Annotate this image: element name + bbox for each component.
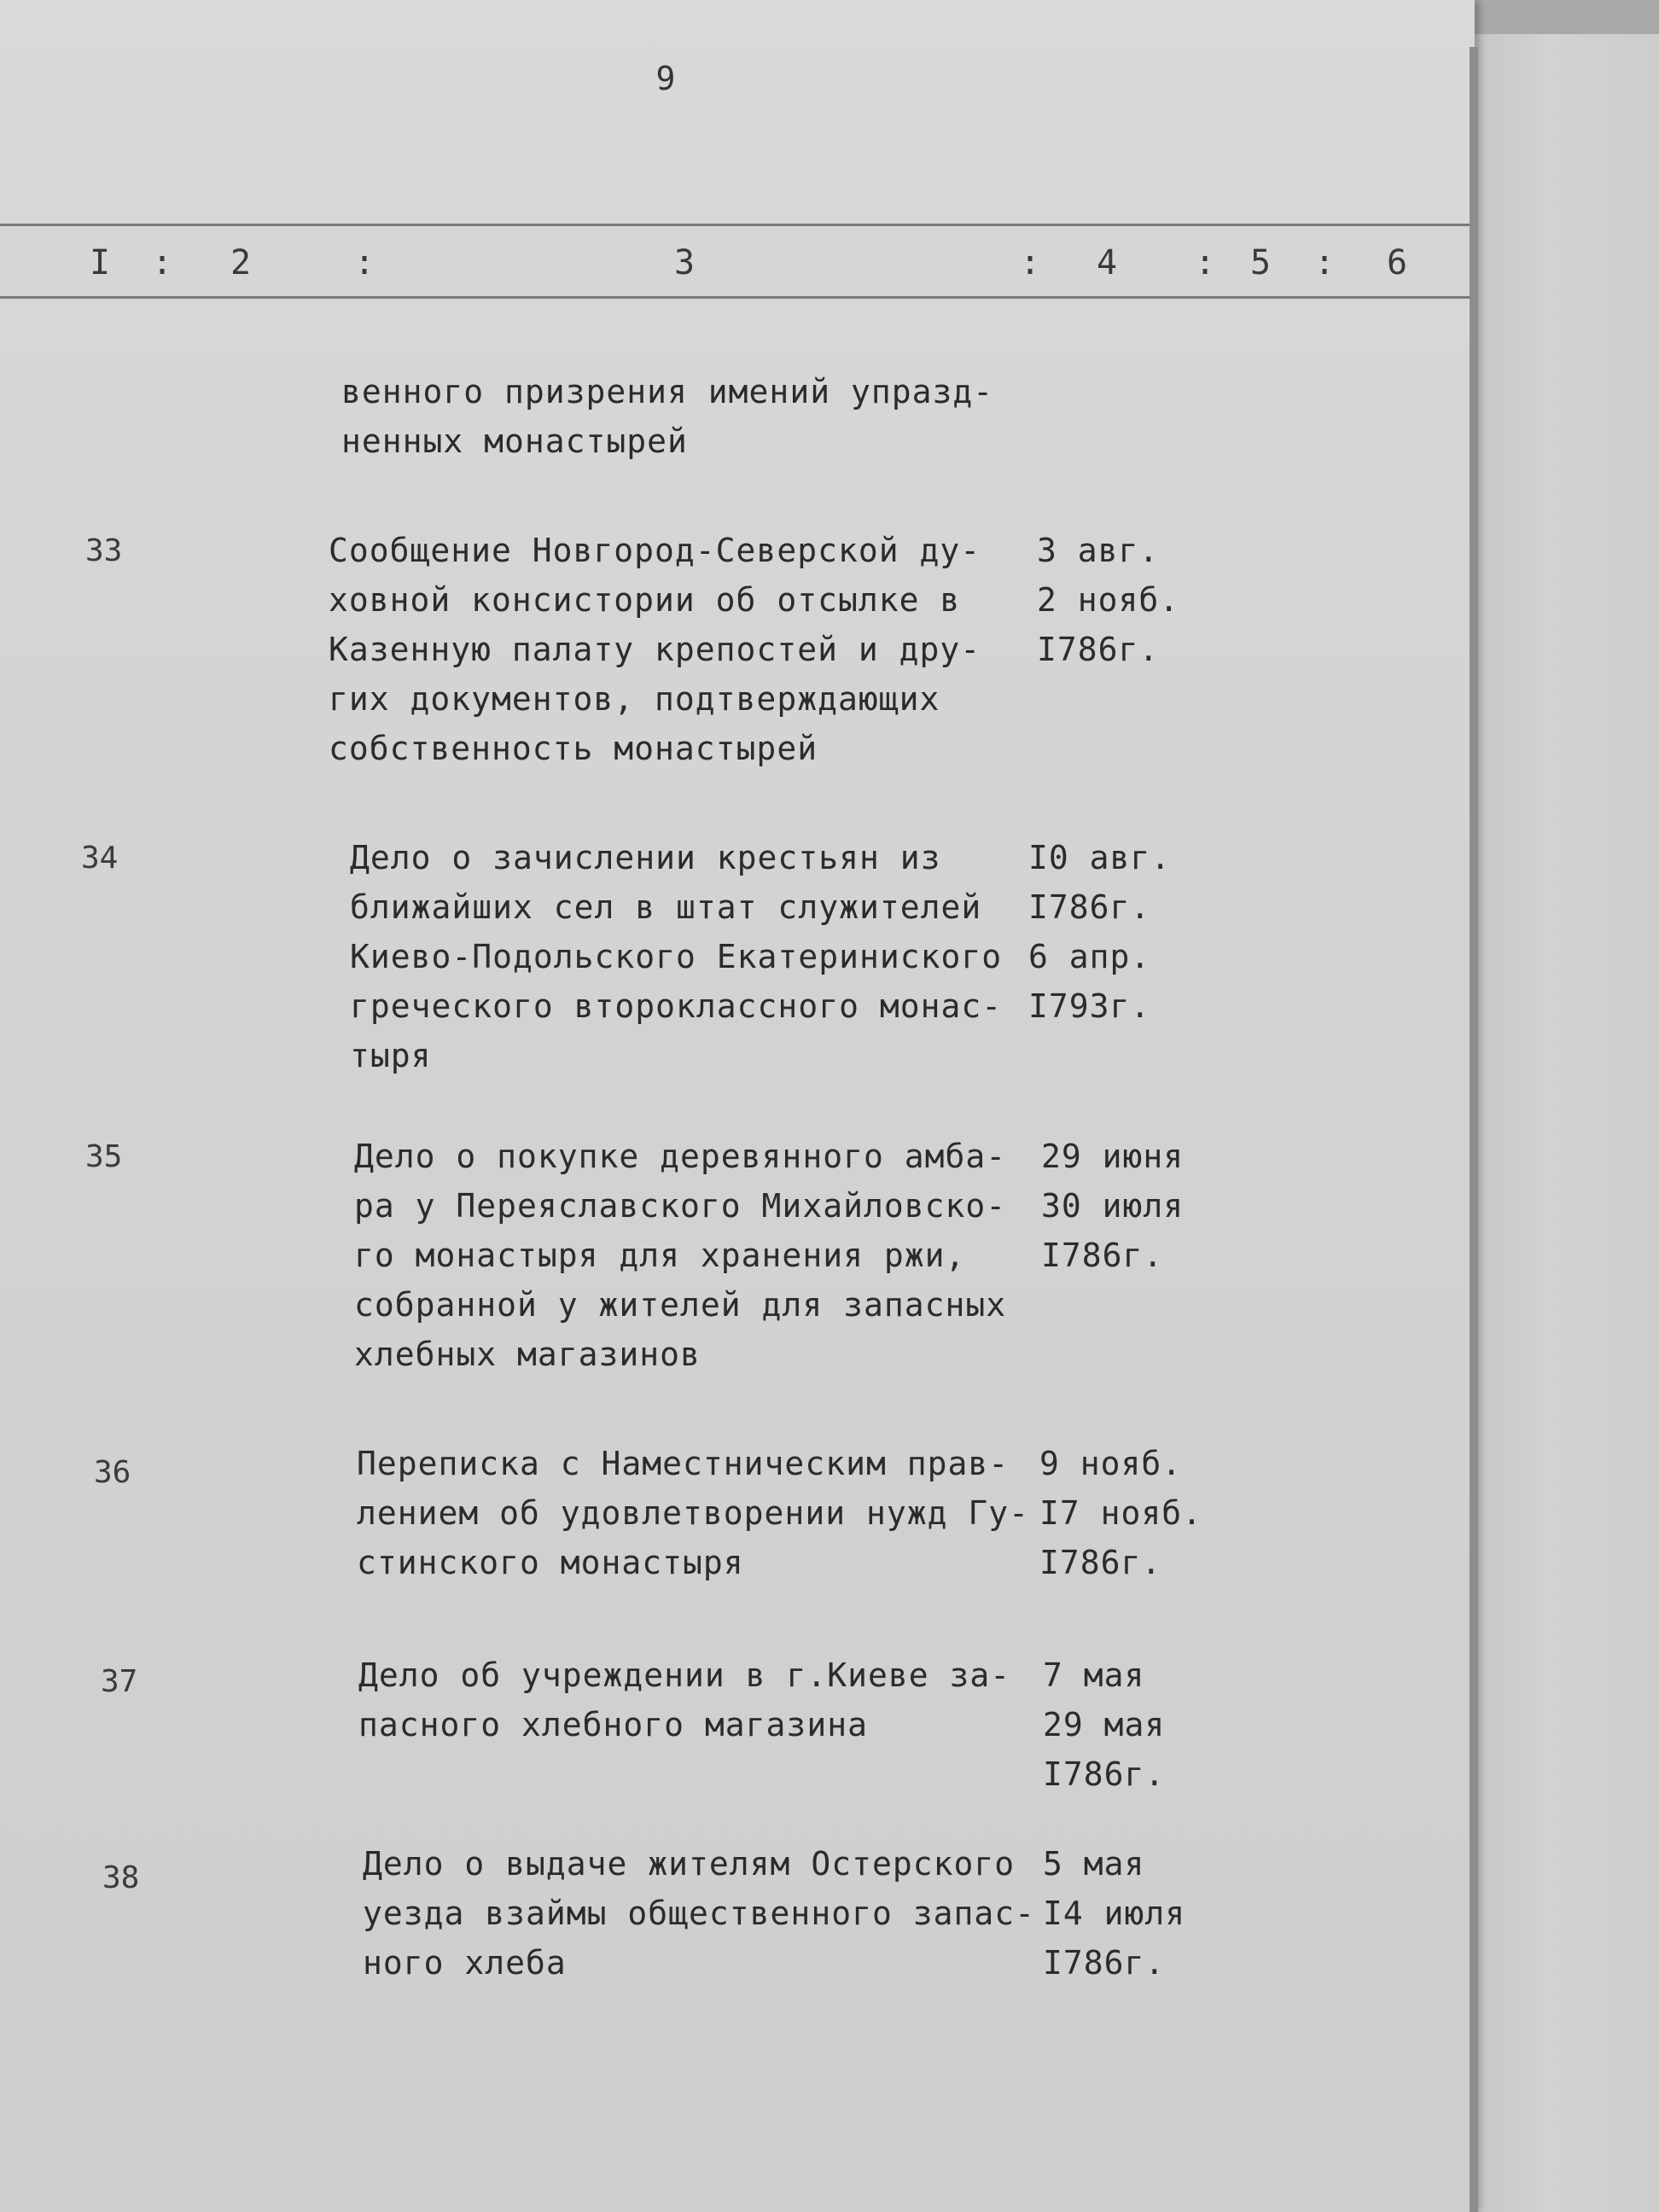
text-line: Дело о выдаче жителям Остерского xyxy=(363,1845,1016,1883)
date-line: 2 нояб. xyxy=(1037,581,1180,619)
entry-title xyxy=(329,526,981,773)
entry-number: 35 xyxy=(85,1139,123,1174)
entry-dates xyxy=(1043,1650,1165,1799)
text-line: Киево-Подольского Екатериниского xyxy=(350,938,1003,975)
date-line: 3 авг. xyxy=(1037,532,1160,569)
text-line: ненных монастырей xyxy=(341,422,688,460)
entry-title xyxy=(350,833,1002,1080)
date-line: 9 нояб. xyxy=(1039,1445,1183,1482)
page-number: 9 xyxy=(655,60,676,97)
text-line: Переписка с Наместническим прав- xyxy=(357,1445,1010,1482)
header-col-4: 4 xyxy=(1097,243,1118,282)
date-line: I786г. xyxy=(1028,888,1151,926)
text-line: Дело о покупке деревянного амба- xyxy=(354,1138,1007,1175)
date-line: 30 июля xyxy=(1041,1187,1185,1225)
date-line: I786г. xyxy=(1037,631,1160,668)
page-edge-shadow xyxy=(1470,47,1478,2212)
entry-number: 38 xyxy=(102,1860,140,1895)
text-line: ближайших сел в штат служителей xyxy=(350,888,982,926)
text-line: Казенную палату крепостей и дру- xyxy=(329,631,981,668)
entry-dates xyxy=(1039,1439,1202,1587)
header-col-6: 6 xyxy=(1387,243,1408,282)
header-col-1: I xyxy=(90,243,111,282)
entry-dates xyxy=(1037,526,1179,674)
date-line: I786г. xyxy=(1039,1544,1162,1581)
header-separator: : xyxy=(354,243,375,282)
text-line: гих документов, подтверждающих xyxy=(329,680,940,718)
text-line: Дело об учреждении в г.Киеве за- xyxy=(358,1656,1011,1694)
date-line: I786г. xyxy=(1041,1237,1164,1274)
entry-title xyxy=(357,1439,1029,1587)
text-line: Сообщение Новгород-Северской ду- xyxy=(329,532,981,569)
continuation-text xyxy=(341,367,993,466)
entry-number: 34 xyxy=(81,841,119,876)
column-header-row xyxy=(0,224,1475,299)
header-separator: : xyxy=(1020,243,1041,282)
entry-number: 37 xyxy=(101,1664,138,1699)
text-line: собственность монастырей xyxy=(329,730,818,767)
entry-dates xyxy=(1041,1132,1184,1280)
entry-dates xyxy=(1028,833,1171,1031)
entry-number: 33 xyxy=(85,533,123,568)
text-line: стинского монастыря xyxy=(357,1544,744,1581)
text-line: Дело о зачислении крестьян из xyxy=(350,839,941,876)
text-line: собранной у жителей для запасных xyxy=(354,1286,1007,1324)
entry-number: 36 xyxy=(94,1455,131,1490)
date-line: I4 июля xyxy=(1043,1895,1186,1932)
entry-title xyxy=(354,1132,1006,1379)
text-line: хлебных магазинов xyxy=(354,1336,701,1373)
text-line: го монастыря для хранения ржи, xyxy=(354,1237,966,1274)
text-line: уезда взаймы общественного запас- xyxy=(363,1895,1035,1932)
text-line: греческого второклассного монас- xyxy=(350,987,1003,1025)
text-line: лением об удовлетворении нужд Гу- xyxy=(357,1494,1029,1532)
underlying-sheet xyxy=(1472,34,1659,2212)
header-col-5: 5 xyxy=(1250,243,1272,282)
header-col-3: 3 xyxy=(674,243,696,282)
date-line: I0 авг. xyxy=(1028,839,1172,876)
text-line: тыря xyxy=(350,1037,432,1074)
header-col-2: 2 xyxy=(230,243,252,282)
header-separator: : xyxy=(152,243,173,282)
entry-title xyxy=(358,1650,1010,1749)
date-line: 5 мая xyxy=(1043,1845,1145,1883)
date-line: 29 мая xyxy=(1043,1706,1166,1743)
header-separator: : xyxy=(1195,243,1216,282)
date-line: I786г. xyxy=(1043,1755,1166,1793)
entry-dates xyxy=(1043,1839,1185,1988)
date-line: 6 апр. xyxy=(1028,938,1151,975)
date-line: I7 нояб. xyxy=(1039,1494,1203,1532)
date-line: I786г. xyxy=(1043,1944,1166,1982)
date-line: I793г. xyxy=(1028,987,1151,1025)
entry-title xyxy=(363,1839,1035,1988)
text-line: пасного хлебного магазина xyxy=(358,1706,868,1743)
header-separator: : xyxy=(1314,243,1336,282)
text-line: ра у Переяславского Михайловско- xyxy=(354,1187,1007,1225)
text-line: ховной консистории об отсылке в xyxy=(329,581,961,619)
text-line: ного хлеба xyxy=(363,1944,567,1982)
date-line: 29 июня xyxy=(1041,1138,1185,1175)
date-line: 7 мая xyxy=(1043,1656,1145,1694)
text-line: венного призрения имений упразд- xyxy=(341,373,994,410)
